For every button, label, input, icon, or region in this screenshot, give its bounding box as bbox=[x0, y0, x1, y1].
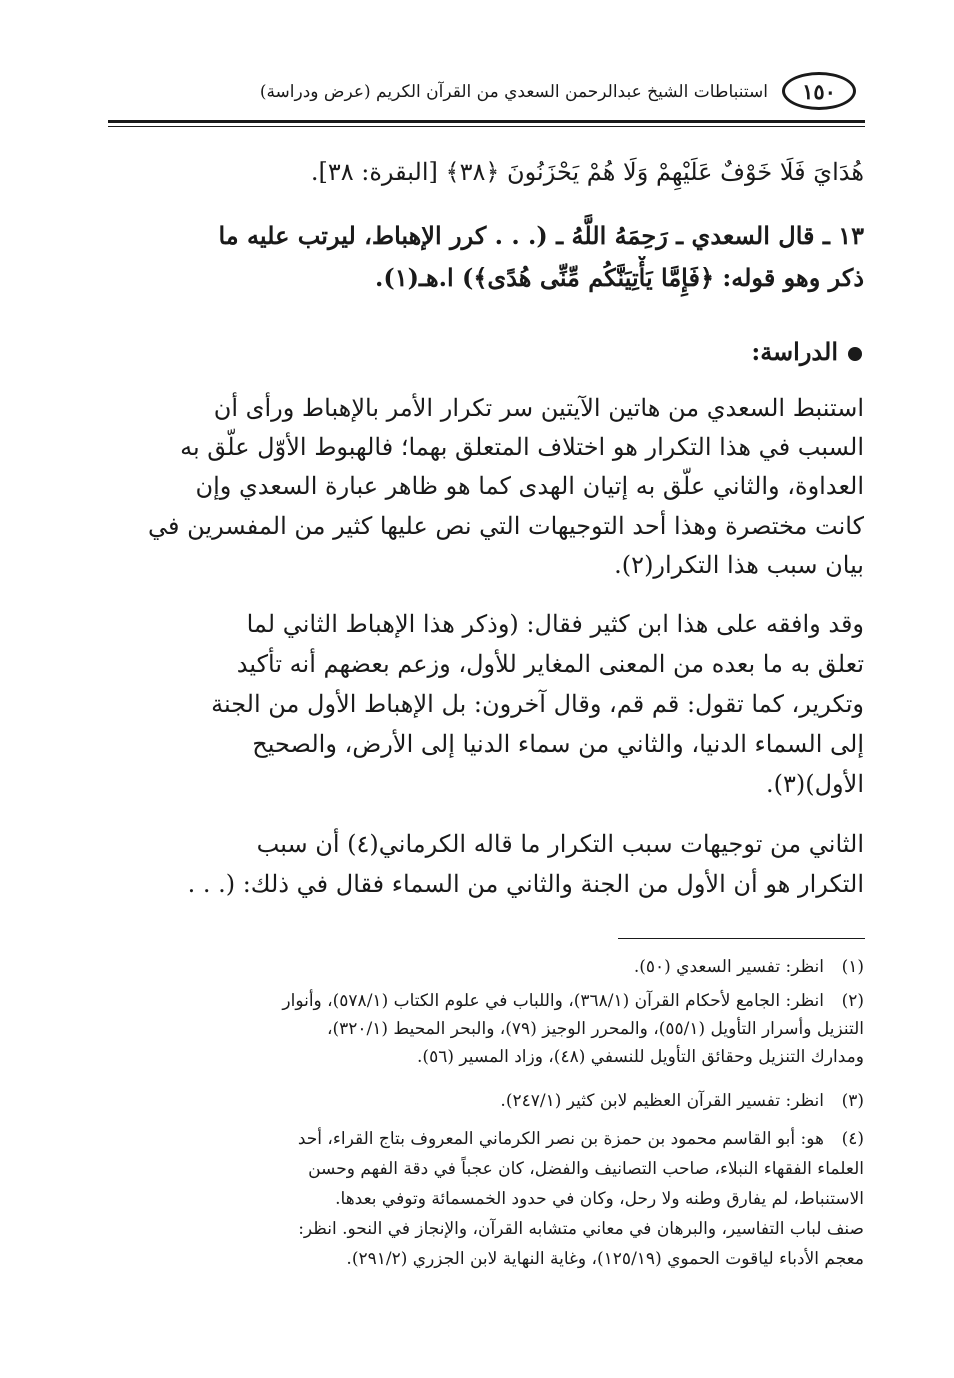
paragraph-3-line: الثاني من توجيهات سبب التكرار ما قاله الكرماني(٤) أن سبب bbox=[256, 830, 864, 858]
footnote-4 bbox=[112, 1124, 864, 1154]
paragraph-1-line: السبب في هذا التكرار هو اختلاف المتعلق بهما؛ فالهبوط الأوّل علّق به bbox=[180, 433, 864, 461]
paragraph-2-line: الأول)(٣). bbox=[766, 770, 864, 798]
study-heading-label: الدراسة: bbox=[751, 337, 838, 366]
footnote-4-continuation: معجم الأدباء لياقوت الحموي (١٢٥/١٩)، وغاية النهاية لابن الجزري (٢٩١/٢). bbox=[346, 1249, 864, 1269]
footnote-2 bbox=[112, 986, 864, 1016]
footnote-2-continuation: التنزيل وأسرار التأويل (٥٥/١)، والمحرر الوجيز (٧٩)، والبحر المحيط (٣٢٠/١)، bbox=[327, 1019, 864, 1039]
footnote-number: (٢) bbox=[841, 991, 864, 1011]
item-13-line-1: ١٣ ـ قال السعدي ـ رَحِمَهُ اللَّهُ ـ (. . . كرر الإهباط، ليرتب عليه ما bbox=[218, 221, 864, 250]
footnote-1 bbox=[112, 952, 864, 982]
footnote-separator bbox=[618, 938, 865, 939]
ayah-line: هُدَايَ فَلَا خَوْفٌ عَلَيْهِمْ وَلَا هُمْ يَحْزَنُونَ ﴿٣٨﴾ [البقرة: ٣٨]. bbox=[310, 158, 864, 186]
footnote-4-continuation: الاستنباط، لم يفارق وطنه ولا رحل، وكان في حدود الخمسمائة وتوفي بعدها. bbox=[335, 1189, 864, 1209]
paragraph-2-line: وقد وافقه على هذا ابن كثير فقال: (وذكر هذا الإهباط الثاني لما bbox=[246, 610, 864, 638]
paragraph-3-line: التكرار هو أن الأول من الجنة والثاني من السماء فقال في ذلك: (. . . bbox=[187, 870, 864, 898]
footnote-number: (١) bbox=[841, 957, 864, 977]
paragraph-1-line: بيان سبب هذا التكرار(٢). bbox=[614, 551, 864, 579]
study-heading bbox=[600, 330, 862, 374]
footnote-text: انظر: تفسير القرآن العظيم لابن كثير (٢٤٧/١). bbox=[500, 1091, 824, 1111]
paragraph-1-line: العداوة، والثاني علّق به إتيان الهدى كما هو ظاهر عبارة السعدي وإن bbox=[195, 472, 864, 500]
page-number-badge bbox=[782, 72, 856, 110]
footnote-2-continuation: ومدارك التنزيل وحقائق التأويل للنسفي (٤٨)، وزاد المسير (٥٦). bbox=[417, 1047, 864, 1067]
footnote-4-continuation: صنف لباب التفاسير، والبرهان في معاني متشابه القرآن، والإنجاز في النحو. انظر: bbox=[298, 1219, 864, 1239]
running-header-title: استنباطات الشيخ عبدالرحمن السعدي من القرآن الكريم (عرض ودراسة) bbox=[259, 82, 768, 102]
footnote-text: انظر: تفسير السعدي (٥٠). bbox=[633, 957, 824, 977]
header-rule-thick bbox=[108, 120, 865, 123]
paragraph-2-line: تعلق به ما بعده من المعنى المغاير للأول، وزعم بعضهم أنه تأكيد bbox=[236, 650, 864, 678]
item-13-line-2: ذكر وهو قوله: ﴿فَإِمَّا يَأْتِيَنَّكُم مِّنِّى هُدًى﴾) ا.هـ(١). bbox=[374, 263, 864, 292]
footnote-number: (٣) bbox=[841, 1091, 864, 1111]
page-number: ١٥٠ bbox=[802, 78, 836, 104]
paragraph-2-line: وتكرير، كما تقول: قم قم، وقال آخرون: بل الإهباط الأول من الجنة bbox=[211, 690, 864, 718]
footnote-3 bbox=[112, 1086, 864, 1116]
bullet-icon bbox=[848, 347, 862, 361]
footnote-text: هو: أبو القاسم محمود بن حمزة بن نصر الكرماني المعروف بتاج القراء، أحد bbox=[297, 1129, 824, 1149]
footnote-4-continuation: العلماء الفقهاء النبلاء، صاحب التصانيف والفضل، كان عجباً في دقة الفهم وحسن bbox=[308, 1159, 864, 1179]
paragraph-1-line: كانت مختصرة وهذا أحد التوجيهات التي نص عليها كثير من المفسرين في bbox=[148, 512, 864, 540]
footnote-text: انظر: الجامع لأحكام القرآن (٣٦٨/١)، واللباب في علوم الكتاب (٥٧٨/١)، وأنوار bbox=[282, 991, 824, 1011]
paragraph-1-line: استنبط السعدي من هاتين الآيتين سر تكرار الأمر بالإهباط ورأى أن bbox=[213, 394, 864, 422]
footnote-number: (٤) bbox=[841, 1129, 864, 1149]
paragraph-2-line: إلى السماء الدنيا، والثاني من سماء الدنيا إلى الأرض، والصحيح bbox=[252, 730, 864, 758]
header-rule-thin bbox=[108, 126, 865, 127]
